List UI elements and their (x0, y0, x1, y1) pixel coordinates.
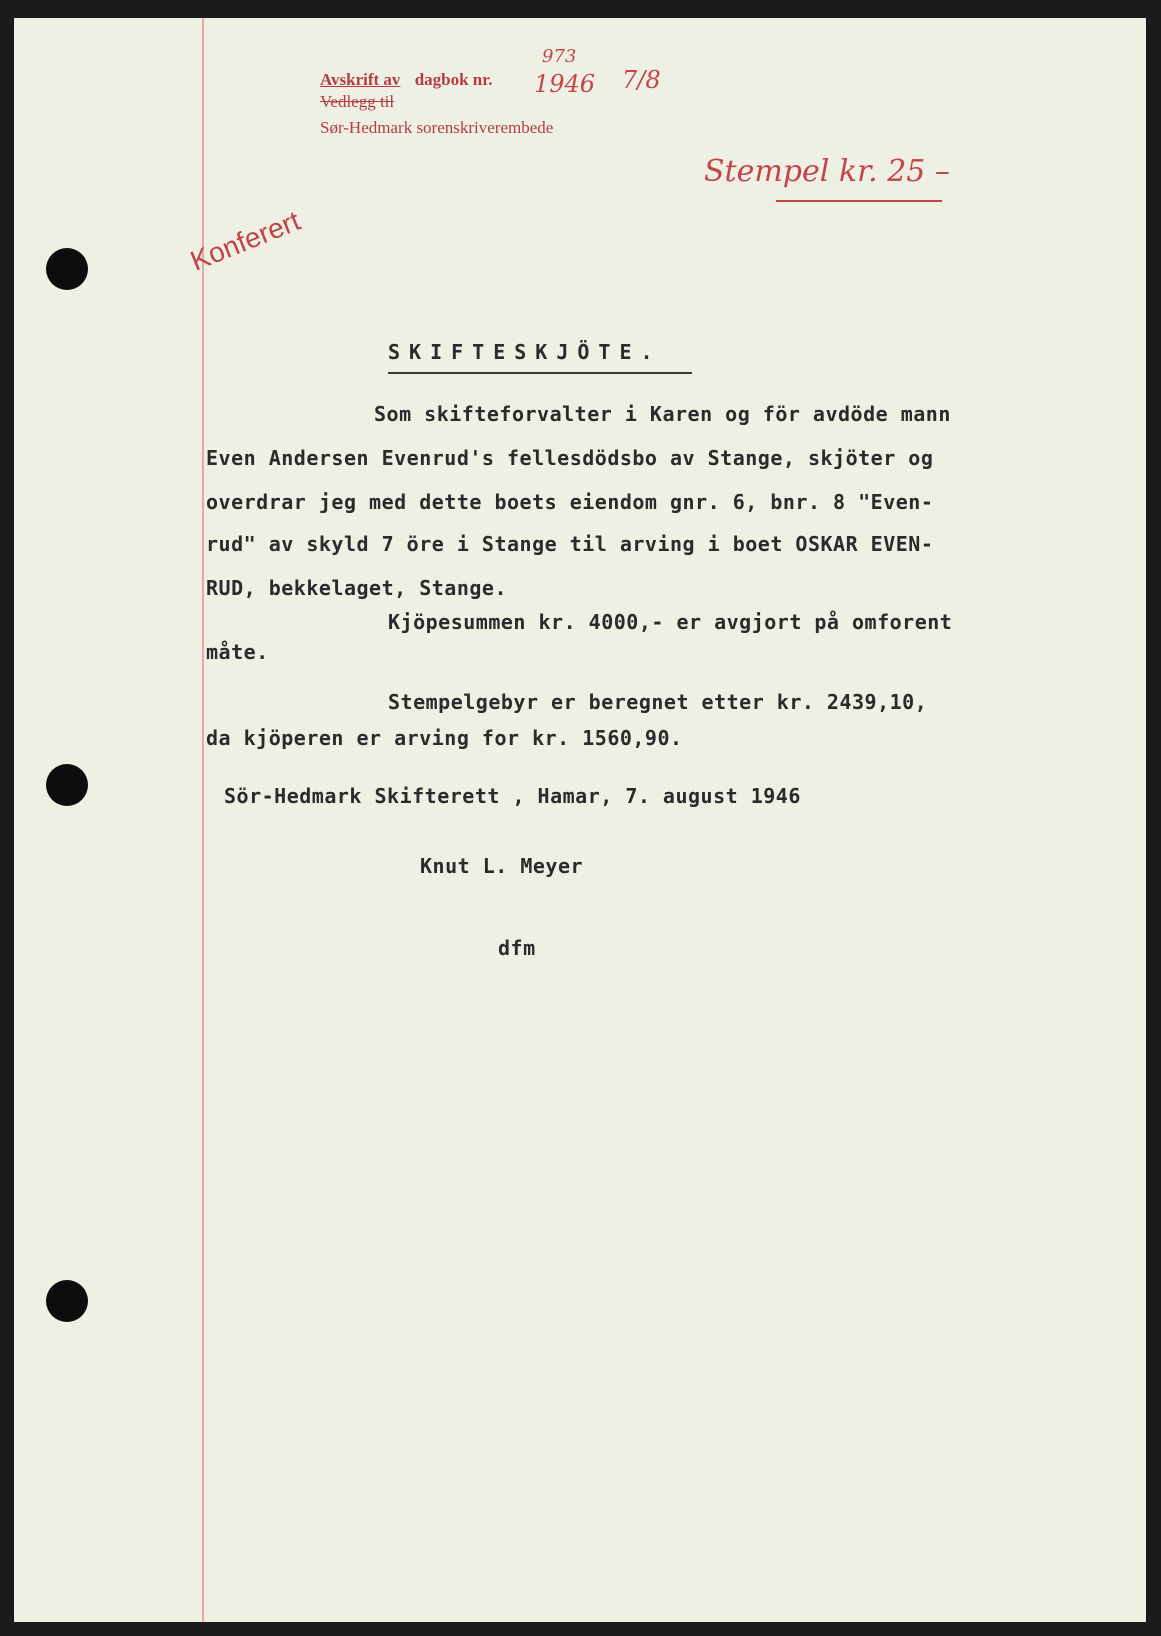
stamp-vedlegg: Vedlegg til (320, 92, 395, 111)
body-line-5: RUD, bekkelaget, Stange. (206, 576, 507, 600)
document-page (14, 18, 1146, 1622)
punch-hole-middle (46, 764, 88, 806)
body-line-6: Kjöpesummen kr. 4000,- er avgjort på omforent (388, 610, 953, 634)
body-line-3: overdrar jeg med dette boets eiendom gnr. 6, bnr. 8 "Even- (206, 490, 934, 514)
punch-hole-top (46, 248, 88, 290)
stamp-office: Sør-Hedmark sorenskriverembede (320, 118, 554, 137)
stamp-number: 973 (542, 46, 577, 67)
document-title: SKIFTESKJÖTE. (388, 340, 662, 364)
signature: Knut L. Meyer (420, 854, 584, 878)
fee-underline (776, 200, 942, 202)
stamp-avskrift: Avskrift av (320, 70, 401, 89)
stamp-date: 7/8 (622, 66, 661, 94)
body-line-8: Stempelgebyr er beregnet etter kr. 2439,10, (388, 690, 928, 714)
place-date: Sör-Hedmark Skifterett , Hamar, 7. august 1946 (224, 784, 801, 808)
stamp-dagbok: dagbok nr. (414, 70, 493, 89)
stamp-year: 1946 (534, 70, 596, 98)
body-line-9: da kjöperen er arving for kr. 1560,90. (206, 726, 683, 750)
initials: dfm (498, 936, 536, 960)
punch-hole-bottom (46, 1280, 88, 1322)
body-line-4: rud" av skyld 7 öre i Stange til arving i boet OSKAR EVEN- (206, 532, 934, 556)
stamp-fee-note: Stempel kr. 25 – (704, 154, 950, 189)
body-line-7: måte. (206, 640, 269, 664)
body-line-2: Even Andersen Evenrud's fellesdödsbo av Stange, skjöter og (206, 446, 934, 470)
konferert-stamp: Konferert (186, 204, 305, 277)
body-line-1: Som skifteforvalter i Karen og för avdöde mann (374, 402, 951, 426)
title-underline (388, 372, 692, 374)
